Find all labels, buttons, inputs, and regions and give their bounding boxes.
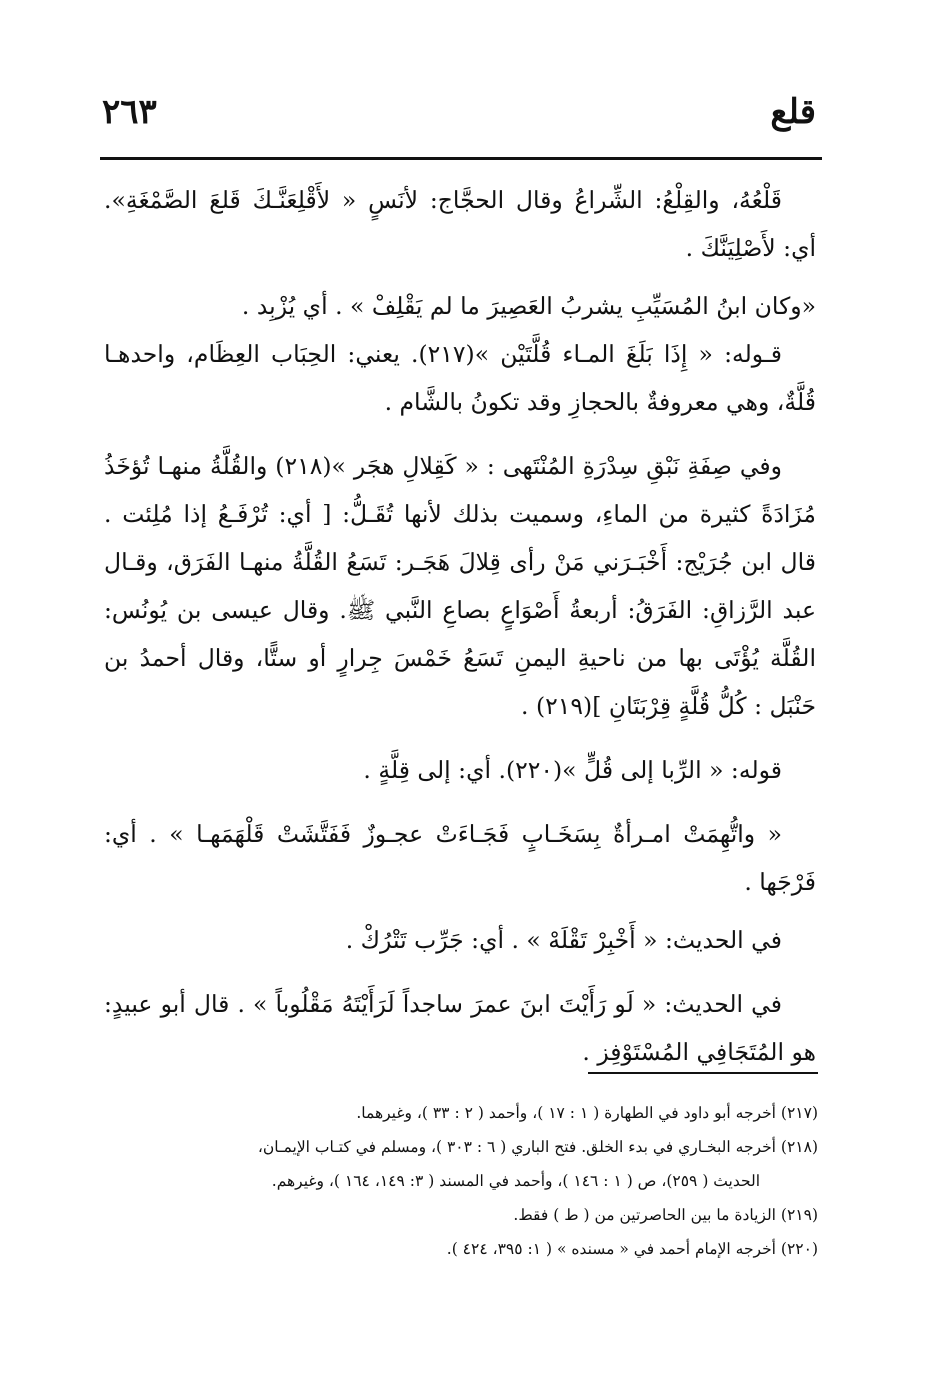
footnote: (٢٢٠) أخرجه الإمام أحمد في « مسنده » ( ١: ٣٩٥، ٤٢٤ ). bbox=[446, 1240, 818, 1258]
paragraph: قوله: « الرِّبا إلى قُلٍّ »(٢٢٠). أي: إلى قِلَّةٍ . bbox=[363, 756, 782, 784]
paragraph: قَلْعُهُ، والقِلْعُ: الشِّراعُ وقال الحجَّاج: لأنَسٍ « لأَقْلِعَنَّـكَ قَلعَ الصَّمْغَةِ». أي: لأَصْلِيَنَّكَ . bbox=[104, 186, 816, 262]
page-header bbox=[102, 92, 816, 148]
paragraph: في الحديث: « لَو رَأَيْتَ ابنَ عمرَ ساجداً لَرَأَيْتَهُ مَقْلُوباً » . قال أبو عبيدٍ: هو المُتَجَافِي المُسْتَوْفِز . bbox=[104, 990, 816, 1066]
page-number: ٢٦٣ bbox=[102, 92, 157, 132]
paragraph: «وكان ابنُ المُسَيِّبِ يشربُ العَصِيرَ ما لم يَقْلِفْ » . أي يُزْبِد . bbox=[241, 292, 816, 320]
main-text bbox=[104, 176, 816, 1076]
footnote: (٢١٧) أخرجه أبو داود في الطهارة ( ١ : ١٧ )، وأحمد ( ٢ : ٣٣ )، وغيرهما. bbox=[356, 1104, 818, 1122]
paragraph: « واتُّهِمَتْ امـرأةٌ بِسَخَـابٍ فَجَـاءَتْ عجـوزٌ فَفَتَّشَتْ قَلْهَمَهـا » . أي: فَرْجَها . bbox=[104, 820, 816, 896]
running-head: قلع bbox=[770, 92, 816, 132]
paragraph: وفي صِفَةِ نَبْقِ سِدْرَةِ المُنْتَهى : « كَقِلالِ هجَر »(٢١٨) والقُلَّةُ منهـا تُؤخَذُ مُزَادَةً كثيرة من الماءِ، وسميت بذلك لأنها تُقَـلُّ: [ أي: تُرْفَـعُ إذا مُلِئت . قال ابن جُرَيْج: أَخْبَـرَني مَنْ رأى قِلالَ هَجَـر: تَسَعُ القُلَّةُ منهـا الفَرَق، وقـال عبد الرَّزاقِ: الفَرَقُ: أربعةُ أَصْوَاعٍ بصاعِ النَّبي ﷺ. وقال عيسى بن يُونُس: القُلَّة يُؤْتَى بها من ناحيةِ اليمنِ تَسَعُ خَمْسَ جِرارٍ أو ستًّا، وقال أحمدُ بن حَنْبَل : كُلُّ قُلَّةٍ قِرْبَتَانِ ](٢١٩) . bbox=[104, 452, 816, 720]
paragraph: في الحديث: « أَخْبِرْ تَقْلَهْ » . أي: جَرِّب تَتْرُكْ . bbox=[345, 926, 782, 954]
paragraph: قـوله: « إِذَا بَلَغَ المـاء قُلَّتَيْن »(٢١٧). يعني: الحِبَاب العِظَام، واحدهـا قُلَّةٌ، وهي معروفةٌ بالحجازِ وقد تكونُ بالشَّام . bbox=[104, 340, 816, 416]
footnote-continuation: الحديث ( ٢٥٩)، ص ( ١ : ١٤٦ )، وأحمد في المسند ( ٣: ١٤٩، ١٦٤ )، وغيرهم. bbox=[271, 1172, 760, 1190]
header-rule bbox=[100, 157, 822, 160]
footnote-rule bbox=[588, 1072, 818, 1074]
footnote: (٢١٨) أخرجه البخـاري في بدء الخلق. فتح الباري ( ٦ : ٣٠٣ )، ومسلم في كتـاب الإيمـان، bbox=[257, 1138, 818, 1156]
footnote: (٢١٩) الزيادة ما بين الحاصرتين من ( ط ) فقط. bbox=[513, 1206, 818, 1224]
footnotes bbox=[104, 1096, 818, 1266]
